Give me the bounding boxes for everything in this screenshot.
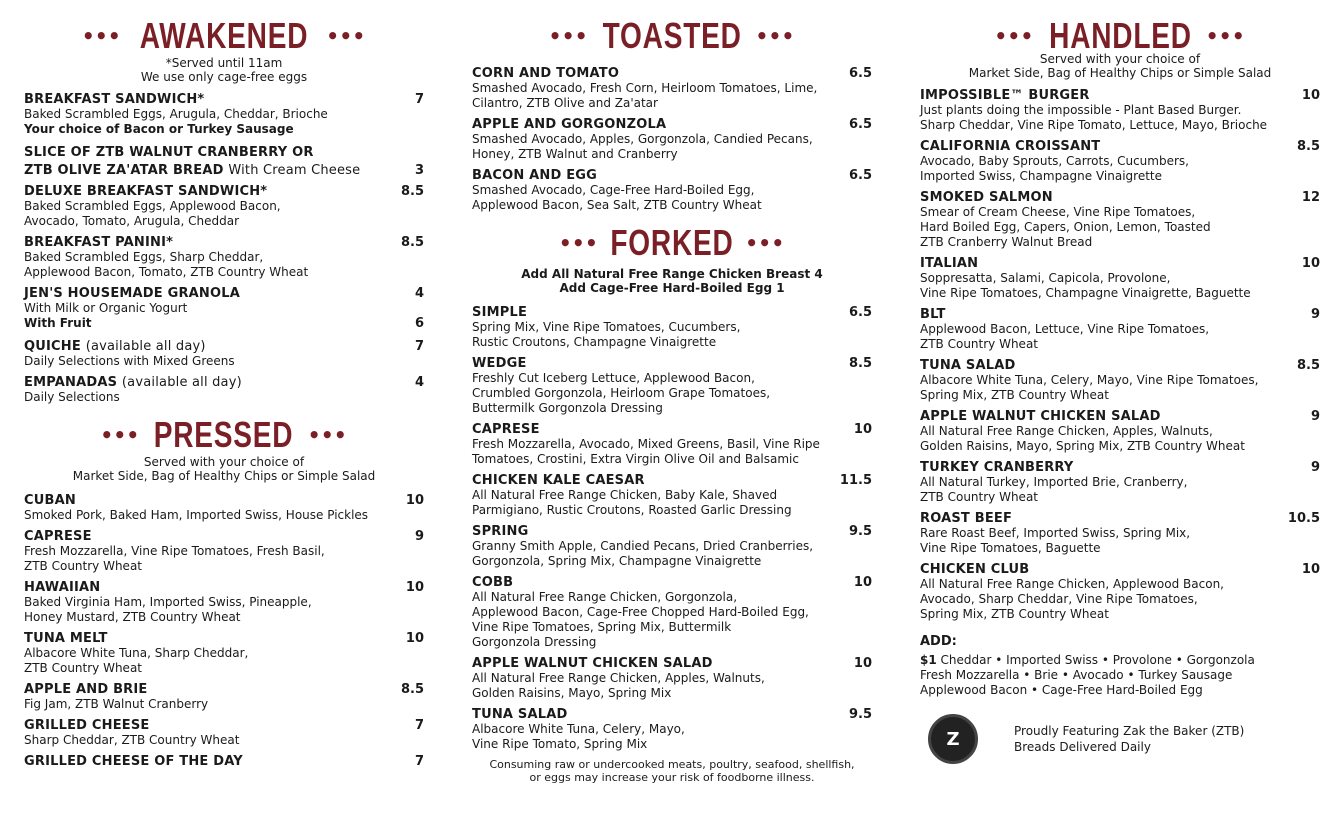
menu-item: CHICKEN CLUB 10 All Natural Free Range Chicken, Applewood Bacon, Avocado, Sharp Cheddar, Vine Ripe Tomatoes, Spring Mix, ZTB Country Wheat: [920, 562, 1320, 621]
menu-item: CALIFORNIA CROISSANT 8.5 Avocado, Baby Sprouts, Carrots, Cucumbers, Imported Swiss, Champagne Vinaigrette: [920, 139, 1320, 183]
menu-item: BLT 9 Applewood Bacon, Lettuce, Vine Ripe Tomatoes, ZTB Country Wheat: [920, 307, 1320, 351]
menu-item: BACON AND EGG 6.5 Smashed Avocado, Cage-Free Hard-Boiled Egg, Applewood Bacon, Sea Salt, ZTB Country Wheat: [472, 168, 872, 212]
menu-item: CAPRESE 10 Fresh Mozzarella, Avocado, Mixed Greens, Basil, Vine Ripe Tomatoes, Crostini, Extra Virgin Olive Oil and Balsamic: [472, 422, 872, 466]
menu-item: SMOKED SALMON 12 Smear of Cream Cheese, Vine Ripe Tomatoes, Hard Boiled Egg, Capers, Onion, Lemon, Toasted ZTB Cranberry Walnut Bread: [920, 190, 1320, 249]
awakened-note: *Served until 11am: [165, 56, 283, 70]
handled-note: Served with your choice of: [1039, 52, 1201, 66]
forked-addon-note: Add All Natural Free Range Chicken Breast 4: [521, 267, 823, 281]
menu-item: CHICKEN KALE CAESAR 11.5 All Natural Free Range Chicken, Baby Kale, Shaved Parmigiano, Rustic Croutons, Roasted Garlic Dressing: [472, 473, 872, 517]
column-middle: [472, 0, 872, 784]
menu-item: BREAKFAST SANDWICH* 7 Baked Scrambled Eggs, Arugula, Cheddar, Brioche Your choice of Bacon or Turkey Sausage: [24, 92, 424, 136]
section-title-awakened: ••• AWAKENED •••: [82, 15, 366, 56]
menu-item: TUNA SALAD 9.5 Albacore White Tuna, Celery, Mayo, Vine Ripe Tomato, Spring Mix: [472, 707, 872, 751]
menu-item: APPLE WALNUT CHICKEN SALAD 9 All Natural Free Range Chicken, Apples, Walnuts, Golden Raisins, Mayo, Spring Mix, ZTB Country Wheat: [920, 409, 1320, 453]
menu-item: IMPOSSIBLE™ BURGER 10 Just plants doing the impossible - Plant Based Burger. Sharp Cheddar, Vine Ripe Tomato, Lettuce, Mayo, Brioche: [920, 88, 1320, 132]
menu-item: CORN AND TOMATO 6.5 Smashed Avocado, Fresh Corn, Heirloom Tomatoes, Lime, Cilantro, ZTB Olive and Za'atar: [472, 66, 872, 110]
menu-item: COBB 10 All Natural Free Range Chicken, Gorgonzola, Applewood Bacon, Cage-Free Chopped Hard-Boiled Egg, Vine Ripe Tomatoes, Spring Mix, Buttermilk Gorgonzola Dressing: [472, 575, 872, 649]
pressed-note: Market Side, Bag of Healthy Chips or Simple Salad: [72, 469, 376, 483]
menu-item: DELUXE BREAKFAST SANDWICH* 8.5 Baked Scrambled Eggs, Applewood Bacon, Avocado, Tomato, Arugula, Cheddar: [24, 184, 424, 228]
menu-item: TURKEY CRANBERRY 9 All Natural Turkey, Imported Brie, Cranberry, ZTB Country Wheat: [920, 460, 1320, 504]
menu-item: APPLE WALNUT CHICKEN SALAD 10 All Natural Free Range Chicken, Apples, Walnuts, Golden Raisins, Mayo, Spring Mix: [472, 656, 872, 700]
zak-the-baker-logo: Z: [928, 714, 978, 764]
section-title-pressed: ••• PRESSED •••: [100, 414, 348, 455]
menu-item: SIMPLE 6.5 Spring Mix, Vine Ripe Tomatoes, Cucumbers, Rustic Croutons, Champagne Vinaigrette: [472, 305, 872, 349]
menu-item: SLICE OF ZTB WALNUT CRANBERRY OR ZTB OLIVE ZA'ATAR BREAD With Cream Cheese 3: [24, 145, 424, 178]
menu-item: CAPRESE 9 Fresh Mozzarella, Vine Ripe Tomatoes, Fresh Basil, ZTB Country Wheat: [24, 529, 424, 573]
menu-item: ITALIAN 10 Soppresatta, Salami, Capicola, Provolone, Vine Ripe Tomatoes, Champagne Vinaigrette, Baguette: [920, 256, 1320, 300]
column-left: [24, 0, 424, 769]
column-right: [920, 0, 1320, 764]
menu-item: JEN'S HOUSEMADE GRANOLA 4 With Milk or Organic Yogurt With Fruit 6: [24, 286, 424, 331]
addons-list: Applewood Bacon • Cage-Free Hard-Boiled Egg: [920, 683, 1203, 697]
pressed-note: Served with your choice of: [143, 455, 305, 469]
awakened-note: We use only cage-free eggs: [140, 70, 308, 84]
section-title-handled: ••• HANDLED •••: [994, 15, 1246, 56]
menu-item: HAWAIIAN 10 Baked Virginia Ham, Imported Swiss, Pineapple, Honey Mustard, ZTB Country Wheat: [24, 580, 424, 624]
menu-item: QUICHE (available all day) 7 Daily Selections with Mixed Greens: [24, 339, 424, 368]
handled-note: Market Side, Bag of Healthy Chips or Simple Salad: [968, 66, 1272, 80]
menu-item: TUNA MELT 10 Albacore White Tuna, Sharp Cheddar, ZTB Country Wheat: [24, 631, 424, 675]
menu-item: TUNA SALAD 8.5 Albacore White Tuna, Celery, Mayo, Vine Ripe Tomatoes, Spring Mix, ZTB Country Wheat: [920, 358, 1320, 402]
menu-item: APPLE AND GORGONZOLA 6.5 Smashed Avocado, Apples, Gorgonzola, Candied Pecans, Honey, ZTB Walnut and Cranberry: [472, 117, 872, 161]
addons-list: Fresh Mozzarella • Brie • Avocado • Turkey Sausage: [920, 668, 1233, 682]
menu-item: APPLE AND BRIE 8.5 Fig Jam, ZTB Walnut Cranberry: [24, 682, 424, 711]
forked-addon-note: Add Cage-Free Hard-Boiled Egg 1: [559, 281, 785, 295]
addons-label: ADD:: [920, 634, 957, 649]
menu-item: BREAKFAST PANINI* 8.5 Baked Scrambled Eggs, Sharp Cheddar, Applewood Bacon, Tomato, ZTB Country Wheat: [24, 235, 424, 279]
menu-item: GRILLED CHEESE OF THE DAY 7: [24, 754, 424, 769]
bakery-feature-text: Proudly Featuring Zak the Baker (ZTB) Breads Delivered Daily: [1014, 724, 1245, 754]
menu-item: GRILLED CHEESE 7 Sharp Cheddar, ZTB Country Wheat: [24, 718, 424, 747]
addons-list: $1 Cheddar • Imported Swiss • Provolone • Gorgonzola: [920, 653, 1255, 667]
menu-item: CUBAN 10 Smoked Pork, Baked Ham, Imported Swiss, House Pickles: [24, 493, 424, 522]
menu-item: ROAST BEEF 10.5 Rare Roast Beef, Imported Swiss, Spring Mix, Vine Ripe Tomatoes, Baguette: [920, 511, 1320, 555]
menu-item: EMPANADAS (available all day) 4 Daily Selections: [24, 375, 424, 404]
food-safety-disclaimer: Consuming raw or undercooked meats, poultry, seafood, shellfish, or eggs may increase your risk of foodborne illness.: [489, 758, 855, 784]
menu-item: SPRING 9.5 Granny Smith Apple, Candied Pecans, Dried Cranberries, Gorgonzola, Spring Mix, Champagne Vinaigrette: [472, 524, 872, 568]
section-title-forked: ••• FORKED •••: [559, 222, 785, 263]
menu-item: WEDGE 8.5 Freshly Cut Iceberg Lettuce, Applewood Bacon, Crumbled Gorgonzola, Heirloom Grape Tomatoes, Buttermilk Gorgonzola Dressing: [472, 356, 872, 415]
section-title-toasted: ••• TOASTED •••: [549, 15, 795, 56]
bakery-feature: [920, 714, 1320, 764]
